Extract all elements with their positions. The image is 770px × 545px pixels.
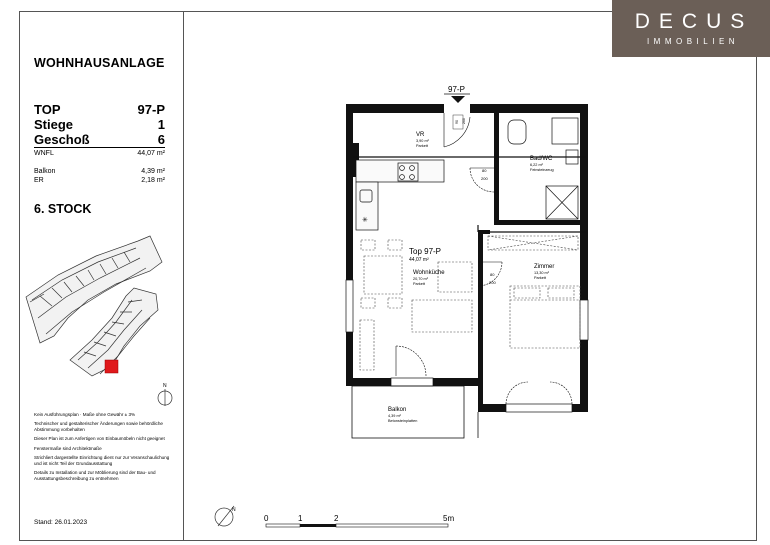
note-item: Technischer und gestalterischer Änderungen sowie behördliche Abstimmung vorbehalten [34, 421, 163, 433]
furniture-dashed [360, 236, 580, 370]
vr-door-width: 80 [482, 168, 487, 173]
unit-balkon-label: Balkon [34, 168, 56, 175]
project-title: WOHNHAUSANLAGE [34, 56, 165, 70]
room-wohn-floor: Parkett [413, 282, 426, 286]
plan-date: Stand: 26.01.2023 [34, 519, 88, 526]
room-vr-floor: Parkett [416, 144, 429, 148]
unit-er-label: ER [34, 177, 44, 184]
note-item: Strichliert dargestellte Einrichtung dient nur zur Veranschaulichung und ist nicht Teil der Grundausstattung [34, 454, 170, 466]
unit-er-value: 2,18 m² [141, 177, 165, 184]
unit-stiege-value: 1 [157, 117, 165, 132]
compass-label: N [163, 383, 167, 389]
note-item: Dieser Plan ist zum Anfertigen von Einbaumöbeln nicht geeignet [34, 436, 165, 442]
room-wohn-name: Wohnküche [413, 270, 445, 276]
room-zimmer-name: Zimmer [534, 264, 555, 270]
unit-wnfl-label: WNFL [34, 150, 54, 157]
note-item: Details zu Installation und zur Möblierung sind der Bau- und Ausstattungsbeschreibung zu entnehmen [34, 469, 156, 481]
room-bad-name: Bad/WC [530, 156, 553, 162]
room-bad-floor: Feinsteinzeug [530, 168, 554, 172]
note-item: Kein Ausführungsplan · Maße ohne Gewähr ± 3% [34, 412, 136, 417]
unit-top-label: TOP [34, 102, 61, 117]
brand-tagline: IMMOBILIEN [646, 37, 740, 46]
vr-door-height: 200 [481, 176, 488, 181]
room-vr-name: VR [416, 132, 425, 138]
floor-title: 6. STOCK [34, 202, 92, 216]
unit-top-value: 97-P [137, 102, 165, 117]
room-zimmer-area: 13,30 m² [534, 271, 549, 275]
note-item: Fenstermaße sind Architektmaße [34, 445, 102, 451]
entrance-tag: 97-P [448, 85, 465, 94]
unit-highlight-marker [105, 360, 118, 373]
room-wohn-area: 20,70 m² [413, 277, 428, 281]
scale-bar [264, 514, 454, 527]
scale-label-0: 0 [264, 514, 269, 523]
north-arrow-icon [215, 506, 236, 526]
scale-label-1: 1 [298, 514, 303, 523]
balcony-outline [352, 386, 478, 438]
svg-text:✳: ✳ [362, 217, 368, 224]
entry-door-height: 200 [462, 118, 466, 124]
unit-balkon-value: 4,39 m² [141, 168, 165, 175]
room-top-name: Top 97-P [409, 247, 442, 256]
room-bad-area: 6,22 m² [530, 163, 543, 167]
room-zimmer-floor: Parkett [534, 276, 547, 280]
kitchen-counter [356, 160, 444, 230]
unit-geschoss-value: 6 [157, 132, 165, 147]
scale-label-5m: 5m [443, 514, 455, 523]
plan-windows [346, 280, 588, 412]
unit-wnfl-value: 44,07 m² [137, 150, 165, 157]
room-balkon-floor: Betonsteinplatten [388, 419, 418, 423]
entry-door [444, 113, 470, 147]
plan-walls [346, 104, 588, 412]
unit-stiege-label: Stiege [34, 117, 74, 132]
brand-name: DECUS [634, 10, 754, 33]
zimmer-door-width: 80 [490, 272, 495, 277]
entry-door-width: 90 [455, 120, 459, 124]
unit-geschoss-label: Geschoß [34, 132, 90, 147]
zimmer-door-height: 200 [489, 280, 496, 285]
room-balkon-area: 4,39 m² [388, 414, 401, 418]
scale-label-2: 2 [334, 514, 339, 523]
room-vr-area: 3,90 m² [416, 139, 429, 143]
room-balkon-name: Balkon [388, 407, 407, 413]
north-arrow-label: N [232, 507, 236, 513]
entrance-marker [444, 85, 470, 103]
site-key-plan [26, 236, 162, 376]
room-top-area: 44,07 m² [409, 257, 429, 263]
compass-icon [158, 383, 172, 406]
